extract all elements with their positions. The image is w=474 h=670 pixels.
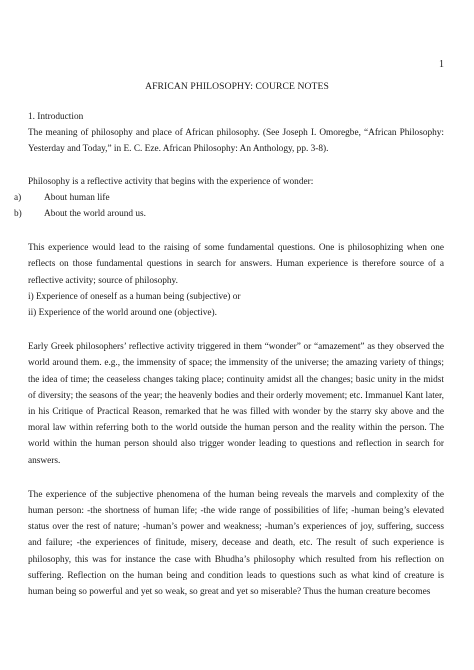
list-marker: b) — [14, 209, 22, 220]
list-item-text: About human life — [44, 192, 110, 203]
subjective-experience-paragraph: The experience of the subjective phenomena of the human being reveals the marvels and complexity of the human person: -the shortness of human life; -the wide range of possibilities of life; -human being’s elevated status over the rest of nature; -human’s power and weakness; -human’s experiences of joy, suffering, success and failure; -the experiences of finitude, misery, decease and death, etc. The result of such experience is philosophy, this was for instance the case with Bhudha’s philosophy which resulted from his reflection on suffering. Reflection on the human being and condition leads to questions such as what kind of creature is human being so powerful and yet so weak, so great and yet so miserable? Thus the human creature becomes — [28, 489, 444, 598]
paragraph-spacer — [28, 469, 444, 487]
paragraph-spacer — [28, 321, 444, 339]
paragraph-spacer — [28, 158, 444, 174]
list-item: ii) Experience of the world around one (objective). — [28, 308, 217, 319]
section-heading: 1. Introduction — [28, 112, 84, 122]
definition-paragraph: Philosophy is a reflective activity that begins with the experience of wonder: — [28, 176, 314, 187]
paragraph-spacer — [28, 222, 444, 240]
list-item: i) Experience of oneself as a human being (subjective) or — [28, 291, 241, 302]
experience-paragraph: This experience would lead to the raising of some fundamental questions. One is philosophizing when one reflects on those fundamental questions in search for answers. Human experience is therefore source of a reflective activity; source of philosophy. — [28, 243, 444, 286]
document-body — [14, 109, 444, 600]
greek-philosophers-paragraph: Early Greek philosophers’ reflective activity triggered in them “wonder” or “amazement” as they observed the world around them. e.g., the immensity of space; the immensity of the universe; the amazing variety of things; the idea of time; the ceaseless changes taking place; continuity amidst all the changes; basic unity in the midst of diversity; the seasons of the year; the heavenly bodies and their orderly movement; etc. Immanuel Kant later, in his Critique of Practical Reason, remarked that he was filled with wonder by the starry sky above and the moral law within referring both to the world outside the human person and the reality within the person. The world within the human person should also trigger wonder leading to questions and reflection in search for answers. — [28, 342, 444, 466]
list-item — [14, 206, 444, 222]
list-item — [14, 190, 444, 206]
document-title: AFRICAN PHILOSOPHY: COURCE NOTES — [145, 81, 329, 92]
list-marker: a) — [14, 192, 22, 203]
page-number: 1 — [439, 59, 444, 70]
list-item-text: About the world around us. — [44, 209, 146, 220]
intro-paragraph: The meaning of philosophy and place of African philosophy. (See Joseph I. Omoregbe, “African Philosophy: Yesterday and Today,” in E. C. Eze. African Philosophy: An Anthology, pp. 3-8). — [28, 128, 444, 155]
